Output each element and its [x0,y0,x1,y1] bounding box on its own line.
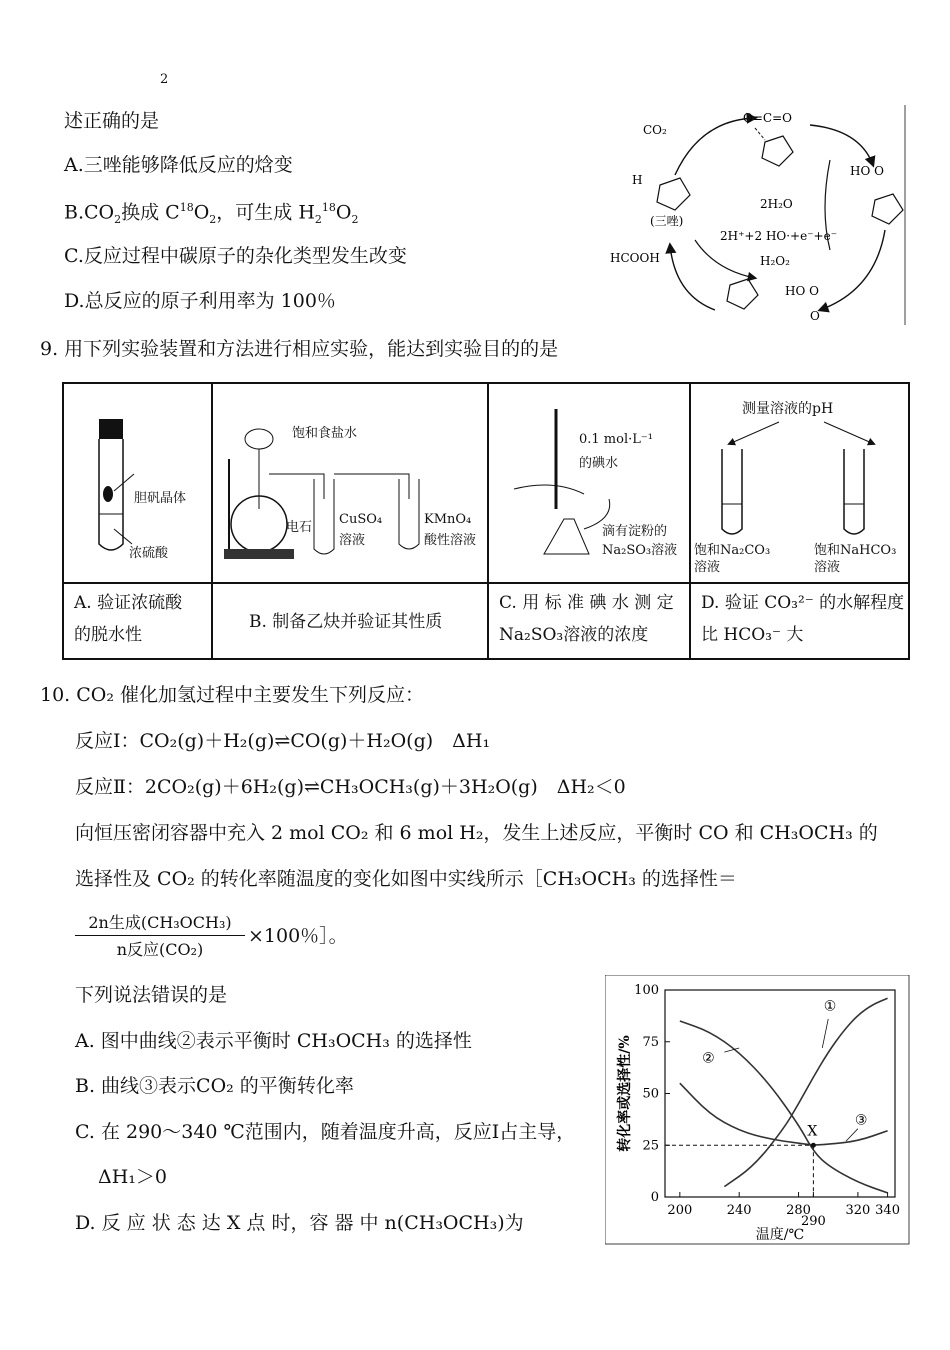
series-line-2 [680,1021,888,1193]
label-d3: 饱和NaHCO₃ [814,543,897,558]
label-d1: 饱和Na₂CO₃ [694,543,771,558]
y-tick-label: 25 [642,1138,659,1154]
label-c4: Na₂SO₃溶液 [602,543,678,558]
plot-area [665,990,895,1197]
h2o-label: 2H₂O [760,197,793,211]
series-label-1: ① [823,998,837,1015]
triazole-ring-right [872,194,903,224]
x-tick-label: 200 [667,1203,693,1218]
fraction-numerator: 2n生成(CH₃OCH₃) [75,910,245,936]
cooh-label: HO O [850,164,884,178]
conical-flask [544,519,589,554]
tube-nahco3 [844,449,864,534]
q10-option-b: B. 曲线③表示CO₂ 的平衡转化率 [75,1075,354,1097]
page-number: 2 [160,72,169,87]
point-x [811,1143,816,1148]
q9-option-d: D. 验证 CO₃²⁻ 的水解程度 比 HCO₃⁻ 大 [701,593,905,646]
cycle-arrow-2 [810,125,873,165]
table-divider-2 [487,384,489,658]
crystal [103,486,113,502]
center-species-label: 2H⁺+2 HO·+e⁻+e⁻ [720,229,838,243]
tube-na2co3 [722,449,742,534]
table-divider-3 [689,384,691,658]
cycle-arrow-inner-2 [695,240,755,278]
h-left-label: H [632,173,643,187]
label-b2: 电石 [286,520,313,535]
q10-option-d: D. 反 应 状 态 达 X 点 时，容 器 中 n(CH₃OCH₃)为 [75,1212,524,1234]
arrow-d-left [729,422,779,444]
label-b5: KMnO₄ [424,512,472,527]
triazole-ring-bottom [727,279,758,309]
q10-option-a: A. 图中曲线②表示平衡时 CH₃OCH₃ 的选择性 [75,1030,472,1052]
y-axis-label: 转化率或选择性/% [617,1035,633,1152]
dropping-funnel [245,429,273,449]
label-b6: 酸性溶液 [424,533,477,548]
formic-acid-label: HCOOH [610,251,660,265]
label-c3: 滴有淀粉的 [602,524,668,539]
q10-ask: 下列说法错误的是 [75,984,228,1006]
q8-option-b: $B.CO_2$换成 $C^{18}O_2$，可生成 $H_2^{18}O_2$ [64,201,359,227]
q10-para-2: 选择性及 CO₂ 的转化率随温度的变化如图中实线所示［CH₃OCH₃ 的选择性＝ [75,868,737,890]
stopper [99,419,123,439]
annotation-x: X [807,1123,818,1140]
fraction-denominator: n反应(CO₂) [116,940,204,959]
series-label-2: ② [702,1050,715,1067]
label-d-title: 测量溶液的pH [742,401,834,417]
tube-1 [269,474,324,499]
hbond-dash [755,128,765,140]
tube-2 [334,474,409,499]
hand-left [514,485,584,494]
q10-reaction-1: 反应Ⅰ：CO₂(g)＋H₂(g)⇌CO(g)＋H₂O(g) ΔH₁ [75,730,491,752]
label-a2: 浓硫酸 [129,546,169,561]
q10-option-c-cont: ΔH₁＞0 [98,1166,167,1188]
label-d2: 溶液 [694,560,721,575]
table-divider-1 [211,384,213,658]
q8-cycle-diagram [605,100,910,325]
series-line-1 [724,998,887,1186]
q9-option-a: A. 验证浓硫酸 的脱水性 [74,593,183,646]
series-leader-1 [822,1019,828,1048]
triazole-name-label: (三唑) [650,214,684,228]
q10-para-1: 向恒压密闭容器中充入 2 mol CO₂ 和 6 mol H₂，发生上述反应，平衡时 CO 和 CH₃OCH₃ 的 [75,822,878,844]
fraction-tail: ×100％］。 [248,925,348,947]
label-b3: CuSO₄ [339,512,383,527]
q8-stem-tail: 述正确的是 [64,110,160,132]
x-tick-label: 240 [726,1203,752,1218]
q10-stem: 10. CO₂ 催化加氢过程中主要发生下列反应： [40,684,425,706]
pointer-a1 [114,474,134,491]
y-tick-label: 50 [642,1086,659,1102]
x-tick-label: 280 [786,1203,811,1218]
q8-option-d: D.总反应的原子利用率为 100％ [64,290,336,312]
y-tick-label: 75 [642,1034,659,1050]
q9-stem: 9. 用下列实验装置和方法进行相应实验，能达到实验目的的是 [40,338,559,360]
q9-option-b: B. 制备乙炔并验证其性质 [249,612,443,632]
table-divider-row [64,582,908,584]
q9-option-c: C. 用 标 准 碘 水 测 定 Na₂SO₃溶液的浓度 [499,593,674,646]
q10-chart [605,975,910,1245]
series-label-3: ③ [854,1112,868,1129]
cycle-arrow-1 [675,118,755,175]
triazole-ring-top [762,136,793,166]
label-d4: 溶液 [814,560,841,575]
o-label: O [810,309,820,323]
label-c1: 0.1 mol·L⁻¹ [579,432,653,447]
apparatus-a [74,404,204,564]
label-c2: 的碘水 [579,456,619,471]
x-tick-label: 340 [875,1203,900,1218]
co2-label: CO₂ [643,123,667,137]
ocoo-label: O=C=O [743,111,792,125]
q8-option-c: C.反应过程中碳原子的杂化类型发生改变 [64,245,407,267]
q9-table [62,382,910,660]
q10-option-c: C. 在 290～340 ℃范围内，随着温度升高，反应Ⅰ占主导， [75,1121,576,1143]
series-leader-3 [846,1129,858,1141]
label-b1: 饱和食盐水 [292,426,358,441]
arrow-d-right [824,422,874,444]
y-tick-label: 0 [650,1190,659,1205]
formate-label: HO O [785,284,819,298]
q8-option-a: A.三唑能够降低反应的焓变 [64,154,293,176]
triazole-ring-left [657,178,690,210]
q10-reaction-2: 反应Ⅱ：2CO₂(g)＋6H₂(g)⇌CH₃OCH₃(g)＋3H₂O(g) ΔH₂＜0 [75,776,626,798]
x-tick-label: 290 [800,1214,826,1229]
h2o2-label: H₂O₂ [760,254,790,268]
x-axis-label: 温度/℃ [755,1227,805,1243]
label-a1: 胆矾晶体 [134,491,187,506]
x-tick-label: 320 [845,1203,871,1218]
apparatus-d [694,414,909,544]
stand-base [224,549,294,559]
y-tick-label: 100 [634,983,659,998]
label-b4: 溶液 [339,533,366,548]
